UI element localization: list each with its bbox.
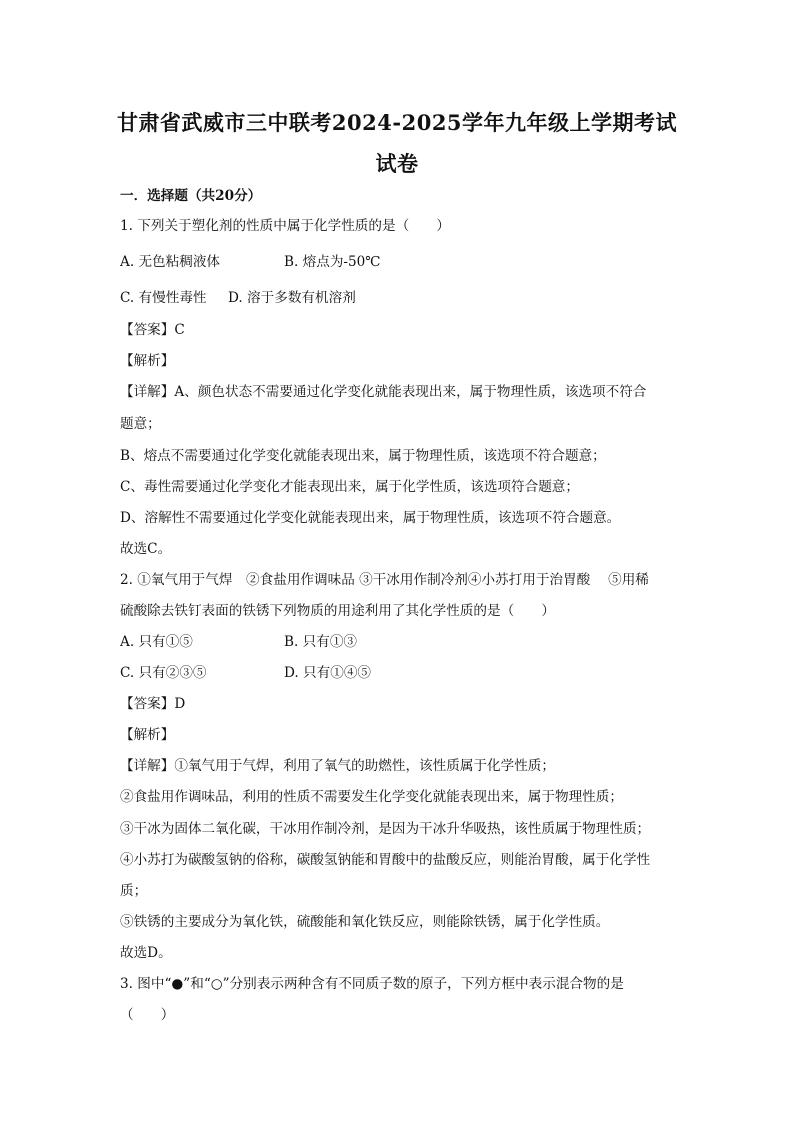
q2-option-b: B. 只有①③ — [284, 634, 358, 650]
q1-option-c: C. 有慢性毒性 — [120, 290, 207, 306]
q1-option-a: A. 无色粘稠液体 — [120, 254, 221, 270]
q2-stem-line: 2. ①氧气用于气焊 ②食盐用作调味品 ③干冰用作制冷剂④小苏打用于治胃酸 ⑤用稀 — [120, 572, 649, 588]
q2-option-d: D. 只有①④⑤ — [284, 665, 372, 681]
q1-stem: 1. 下列关于塑化剂的性质中属于化学性质的是（ ） — [120, 218, 450, 234]
q1-detail-line: C、毒性需要通过化学变化才能表现出来，属于化学性质，该选项符合题意； — [120, 479, 579, 495]
q1-detail-line: B、熔点不需要通过化学变化就能表现出来，属于物理性质，该选项不符合题意； — [120, 448, 606, 464]
q1-detail-line: D、溶解性不需要通过化学变化就能表现出来，属于物理性质，该选项不符合题意。 — [120, 510, 621, 526]
q3-stem-line: （ ） — [120, 1007, 175, 1023]
document-title-line2: 试卷 — [375, 151, 419, 176]
q2-analysis-label: 【解析】 — [120, 727, 175, 743]
q2-answer: 【答案】D — [120, 696, 186, 712]
q2-detail-line: ③干冰为固体二氧化碳，干冰用作制冷剂，是因为干冰升华吸热，该性质属于物理性质； — [120, 821, 651, 837]
q1-answer: 【答案】C — [120, 322, 185, 338]
q2-detail-line: ④小苏打为碳酸氢钠的俗称，碳酸氢钠能和胃酸中的盐酸反应，则能治胃酸，属于化学性 — [120, 852, 651, 868]
q2-option-a: A. 只有①⑤ — [120, 634, 193, 650]
q1-analysis-label: 【解析】 — [120, 353, 175, 369]
q2-option-c: C. 只有②③⑤ — [120, 665, 207, 681]
q1-option-d: D. 溶于多数有机溶剂 — [228, 290, 356, 306]
q1-option-b: B. 熔点为-50℃ — [284, 254, 381, 270]
document-title-line1: 甘肃省武威市三中联考2024-2025学年九年级上学期考试 — [116, 110, 678, 135]
q1-detail-line: 【详解】A、颜色状态不需要通过化学变化就能表现出来，属于物理性质，该选项不符合 — [120, 384, 647, 400]
q1-detail-line: 故选C。 — [120, 541, 172, 557]
q2-stem-line: 硫酸除去铁钉表面的铁锈下列物质的用途利用了其化学性质的是（ ） — [120, 603, 555, 619]
q3-stem-line: 3. 图中“●”和“○”分别表示两种含有不同质子数的原子，下列方框中表示混合物的是 — [120, 976, 624, 992]
section-heading: 一．选择题（共20分） — [120, 188, 262, 204]
q1-detail-line: 题意； — [120, 416, 161, 432]
q2-detail-line: 故选D。 — [120, 945, 172, 961]
q2-detail-line: 【详解】①氧气用于气焊，利用了氧气的助燃性，该性质属于化学性质； — [120, 758, 555, 774]
q2-detail-line: 质； — [120, 883, 148, 899]
q2-detail-line: ⑤铁锈的主要成分为氧化铁，硫酸能和氧化铁反应，则能除铁锈，属于化学性质。 — [120, 914, 610, 930]
q2-detail-line: ②食盐用作调味品，利用的性质不需要发生化学变化就能表现出来，属于物理性质； — [120, 789, 623, 805]
